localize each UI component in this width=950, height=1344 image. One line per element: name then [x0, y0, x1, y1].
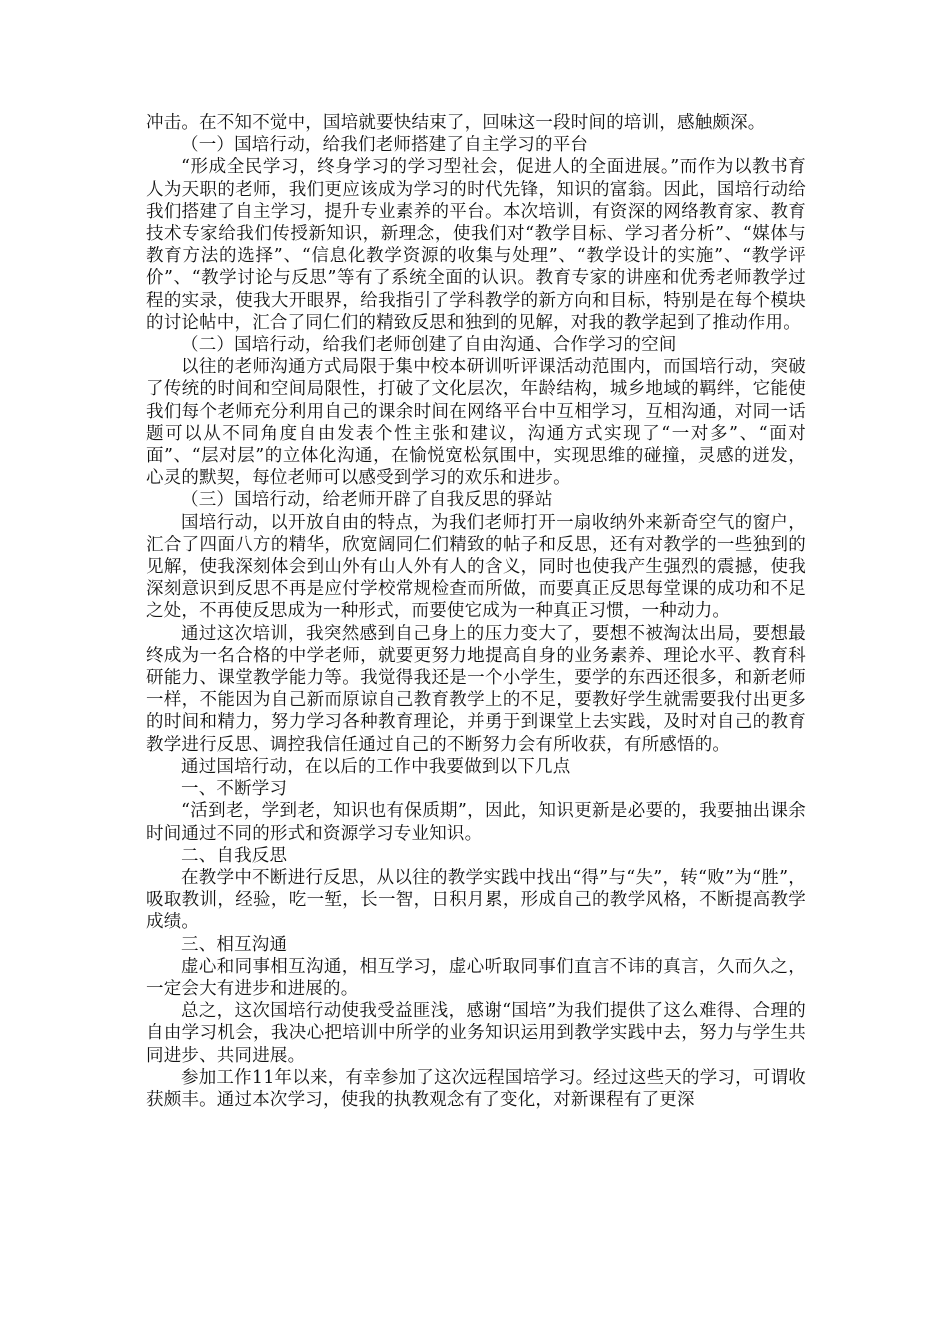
- paragraph: 通过这次培训，我突然感到自己身上的压力变大了，要想不被淘汰出局，要想最终成为一名合格的中学老师，就要更努力地提高自身的业务素养、理论水平、教育科研能力、课堂教学能力等。我觉得我还是一个小学生，要学的东西还很多，和新老师一样，不能因为自己新而原谅自己教育教学上的不足，要教好学生就需要我付出更多的时间和精力，努力学习各种教育理论，并勇于到课堂上去实践，及时对自己的教育教学进行反思、调控我信任通过自己的不断努力会有所收获，有所感悟的。: [146, 623, 806, 755]
- paragraph-continuation: 冲击。在不知不觉中，国培就要快结束了，回味这一段时间的培训，感触颇深。: [146, 113, 766, 133]
- paragraph: 通过国培行动，在以后的工作中我要做到以下几点: [181, 756, 571, 777]
- paragraph: 参加工作11年以来，有幸参加了这次远程国培学习。经过这些天的学习，可谓收获颇丰。通过本次学习，使我的执教观念有了变化，对新课程有了更深: [146, 1067, 806, 1110]
- paragraph: 虚心和同事相互沟通，相互学习，虚心听取同事们直言不讳的真言，久而久之，一定会大有进步和进展的。: [146, 956, 806, 999]
- paragraph: “形成全民学习，终身学习的学习型社会，促进人的全面进展。”而作为以教书育人为天职的老师，我们更应该成为学习的时代先锋，知识的富翁。因此，国培行动给我们搭建了自主学习，提升专业素养的平台。本次培训，有资深的网络教育家、教育技术专家给我们传授新知识，新理念，使我们对“教学目标、学习者分析”、“媒体与教育方法的选择”、“信息化教学资源的收集与处理”、“教学设计的实施”、“教学评价”、“教学讨论与反思”等有了系统全面的认识。教育专家的讲座和优秀老师教学过程的实录，使我大开眼界，给我指引了学科教学的新方向和目标，特别是在每个模块的讨论帖中，汇合了同仁们的精致反思和独到的见解，对我的教学起到了推动作用。: [146, 157, 806, 333]
- paragraph: 总之，这次国培行动使我受益匪浅，感谢“国培”为我们提供了这么难得、合理的自由学习机会，我决心把培训中所学的业务知识运用到教学实践中去，努力与学生共同进步、共同进展。: [146, 1001, 806, 1066]
- paragraph: 以往的老师沟通方式局限于集中校本研训听评课活动范围内，而国培行动，突破了传统的时间和空间局限性，打破了文化层次，年龄结构，城乡地域的羁绊，它能使我们每个老师充分利用自己的课余时间在网络平台中互相学习，互相沟通，对同一话题可以从不同角度自由发表个性主张和建议，沟通方式实现了“一对多”、“面对面”、“层对层”的立体化沟通，在愉悦宽松氛围中，实现思维的碰撞，灵感的迸发，心灵的默契，每位老师可以感受到学习的欢乐和进步。: [146, 357, 806, 489]
- document-body: [146, 112, 806, 1111]
- paragraph: 国培行动，以开放自由的特点，为我们老师打开一扇收纳外来新奇空气的窗户，汇合了四面八方的精华，欣宽阔同仁们精致的帖子和反思，还有对教学的一些独到的见解，使我深刻体会到山外有山人外有人的含义，同时也使我产生强烈的震撼，使我深刻意识到反思不再是应付学校常规检查而所做，而要真正反思每堂课的成功和不足之处，不再使反思成为一种形式，而要使它成为一种真正习惯，一种动力。: [146, 512, 806, 622]
- list-heading-2: 二、自我反思: [181, 845, 288, 866]
- section-heading-2: （二）国培行动，给我们老师创建了自由沟通、合作学习的空间: [181, 335, 677, 356]
- list-heading-1: 一、不断学习: [181, 779, 288, 800]
- paragraph: 在教学中不断进行反思，从以往的教学实践中找出“得”与“失”，转“败”为“胜”，吸取教训，经验，吃一堑，长一智，日积月累，形成自己的教学风格，不断提高教学成绩。: [146, 867, 806, 933]
- paragraph: “活到老，学到老，知识也有保质期”，因此，知识更新是必要的，我要抽出课余时间通过不同的形式和资源学习专业知识。: [146, 801, 806, 844]
- section-heading-3: （三）国培行动，给老师开辟了自我反思的驿站: [181, 490, 553, 511]
- list-heading-3: 三、相互沟通: [181, 934, 288, 955]
- section-heading-1: （一）国培行动，给我们老师搭建了自主学习的平台: [181, 135, 589, 156]
